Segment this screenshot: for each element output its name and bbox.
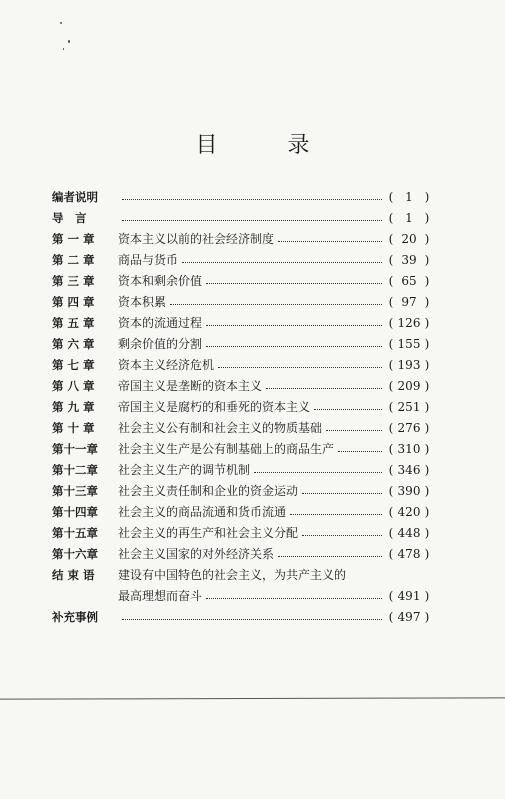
toc-entry [52,333,432,354]
toc-entry-supplement [52,606,432,627]
toc-entry-page: ( 497 ) [388,609,430,624]
bottom-rule [0,697,505,699]
toc-entry [52,480,432,501]
toc-entry-page: ( 126 ) [388,315,430,330]
toc-entry-page: ( 478 ) [388,546,430,561]
dot-leader [278,241,382,242]
toc-entry-page: ( 420 ) [388,504,430,519]
toc-entry-label: 第 一 章 [52,231,95,246]
toc-entry-page: ( 39 ) [388,252,430,267]
toc-entry-label: 第 三 章 [52,273,95,288]
toc-entry-title-continued: 最高理想而奋斗 [118,589,203,603]
toc-entry-conclusion [52,564,432,585]
toc-entry-page: ( 1 ) [388,210,430,225]
dot-leader [206,283,382,284]
toc-entry-page: ( 491 ) [388,588,430,603]
dot-leader [206,598,382,599]
toc-entry-label: 第 六 章 [52,336,95,351]
dot-leader [206,346,382,347]
toc-entry-page: ( 390 ) [388,483,430,498]
toc-entry [52,543,432,564]
toc-entry [52,228,432,249]
dot-leader [122,619,382,620]
toc-entry-title: 资本的流通过程 [118,316,203,330]
scan-speck [68,40,70,43]
toc-entry [52,522,432,543]
toc-entry-label: 第十四章 [52,504,98,519]
dot-leader [266,388,382,389]
toc-entry-title: 资本主义以前的社会经济制度 [118,232,275,246]
toc-entry-conclusion-continued [52,585,432,606]
toc-entry-title: 帝国主义是腐朽的和垂死的资本主义 [118,400,311,414]
toc-entry [52,438,432,459]
dot-leader [326,430,382,431]
dot-leader [206,325,382,326]
toc-entry-page: ( 209 ) [388,378,430,393]
toc-entry [52,396,432,417]
toc-entry-title: 社会主义责任制和企业的资金运动 [118,484,299,498]
toc-entry [52,375,432,396]
dot-leader [254,472,382,473]
toc-entry-label: 第十一章 [52,441,98,456]
toc-entry-page: ( 65 ) [388,273,430,288]
toc-entry-title: 帝国主义是垄断的资本主义 [118,379,263,393]
table-of-contents [52,186,432,627]
toc-entry-page: ( 97 ) [388,294,430,309]
dot-leader [338,451,382,452]
toc-entry-page: ( 310 ) [388,441,430,456]
dot-leader [122,199,382,200]
toc-entry [52,207,432,228]
toc-entry-page: ( 448 ) [388,525,430,540]
toc-entry-label: 第十五章 [52,525,98,540]
toc-entry-page: ( 1 ) [388,189,430,204]
toc-entry-title: 社会主义的再生产和社会主义分配 [118,526,299,540]
dot-leader [302,493,382,494]
toc-entry-page: ( 276 ) [388,420,430,435]
toc-entry-page: ( 251 ) [388,399,430,414]
toc-entry-label: 第 四 章 [52,294,95,309]
toc-entry-title: 资本和剩余价值 [118,274,203,288]
toc-entry [52,354,432,375]
dot-leader [278,556,382,557]
toc-entry-title: 商品与货币 [118,253,179,267]
toc-entry-page: ( 20 ) [388,231,430,246]
toc-entry-page: ( 346 ) [388,462,430,477]
toc-entry-label: 第 九 章 [52,399,95,414]
scan-speck [63,48,64,50]
page-title: 目 录 [195,133,334,158]
toc-entry [52,186,432,207]
toc-entry-label: 第十六章 [52,546,98,561]
dot-leader [302,535,382,536]
toc-entry-label: 第 十 章 [52,420,95,435]
toc-entry-label: 第十二章 [52,462,98,477]
toc-entry-label: 结 束 语 [52,567,95,582]
toc-entry [52,459,432,480]
toc-entry-label: 补充事例 [52,609,98,624]
toc-entry-label: 第 五 章 [52,315,95,330]
toc-entry-title: 社会主义生产是公有制基础上的商品生产 [118,442,335,456]
toc-entry-page: ( 193 ) [388,357,430,372]
toc-entry-title: 剩余价值的分割 [118,337,203,351]
toc-entry-label: 第 七 章 [52,357,95,372]
dot-leader [314,409,382,410]
toc-entry [52,291,432,312]
dot-leader [182,262,382,263]
toc-entry-label: 导 言 [52,210,87,225]
toc-entry-title: 社会主义国家的对外经济关系 [118,547,275,561]
dot-leader [170,304,382,305]
toc-entry-label: 编者说明 [52,189,98,204]
toc-entry-page: ( 155 ) [388,336,430,351]
toc-entry [52,417,432,438]
dot-leader [218,367,382,368]
toc-entry [52,312,432,333]
scan-speck [60,22,62,24]
toc-entry [52,249,432,270]
toc-entry [52,501,432,522]
toc-entry-title: 资本积累 [118,295,167,309]
toc-entry-title: 建设有中国特色的社会主义，为共产主义的 [118,568,347,582]
toc-entry-label: 第 八 章 [52,378,95,393]
toc-entry-label: 第 二 章 [52,252,95,267]
toc-entry [52,270,432,291]
toc-entry-title: 资本主义经济危机 [118,358,215,372]
dot-leader [290,514,382,515]
toc-entry-title: 社会主义公有制和社会主义的物质基础 [118,421,323,435]
toc-entry-title: 社会主义的商品流通和货币流通 [118,505,287,519]
toc-entry-title: 社会主义生产的调节机制 [118,463,251,477]
toc-entry-label: 第十三章 [52,483,98,498]
dot-leader [122,220,382,221]
